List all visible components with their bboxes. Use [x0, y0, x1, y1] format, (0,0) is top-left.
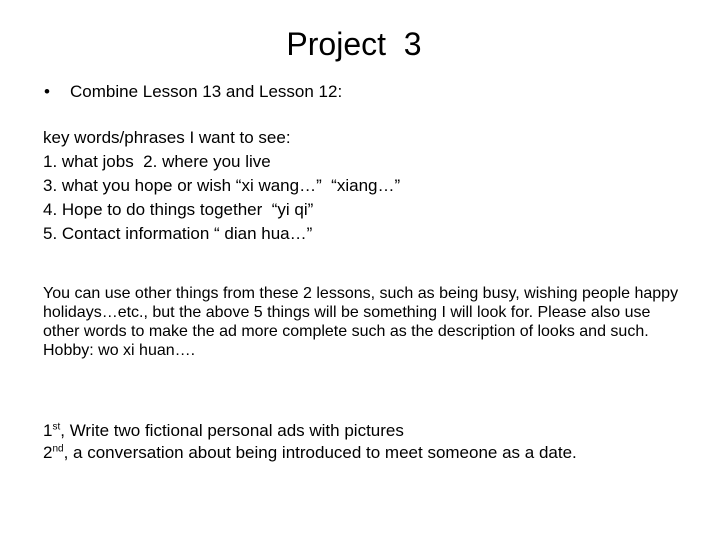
task-number: 1 — [43, 421, 53, 440]
bullet-icon: • — [44, 82, 50, 101]
key-words-heading: key words/phrases I want to see: — [43, 128, 291, 147]
key-word-item: 1. what jobs 2. where you live — [43, 152, 271, 171]
key-word-item: 4. Hope to do things together “yi qi” — [43, 200, 314, 219]
key-word-item: 3. what you hope or wish “xi wang…” “xiang…” — [43, 176, 401, 195]
task-list — [43, 420, 703, 464]
ordinal-suffix: st — [52, 421, 61, 433]
task-text: , a conversation about being introduced to meet someone as a date. — [63, 443, 577, 462]
task-number: 2 — [43, 443, 53, 462]
key-word-item: 5. Contact information “ dian hua…” — [43, 224, 313, 243]
task-text: , Write two fictional personal ads with pictures — [60, 421, 404, 440]
bullet-item — [44, 80, 342, 104]
task-item — [43, 420, 703, 442]
instructions-paragraph: You can use other things from these 2 lessons, such as being busy, wishing people happy holidays…etc., but the above 5 things will be something I will look for. Please also use other words to make the ad more complete such as the description of looks and such. Hobby: wo xi huan…. — [43, 285, 679, 359]
bullet-text: Combine Lesson 13 and Lesson 12: — [70, 82, 343, 101]
ordinal-suffix: nd — [52, 443, 64, 455]
key-words-list — [43, 126, 683, 246]
task-item — [43, 442, 703, 464]
slide-title: Project 3 — [286, 26, 422, 62]
